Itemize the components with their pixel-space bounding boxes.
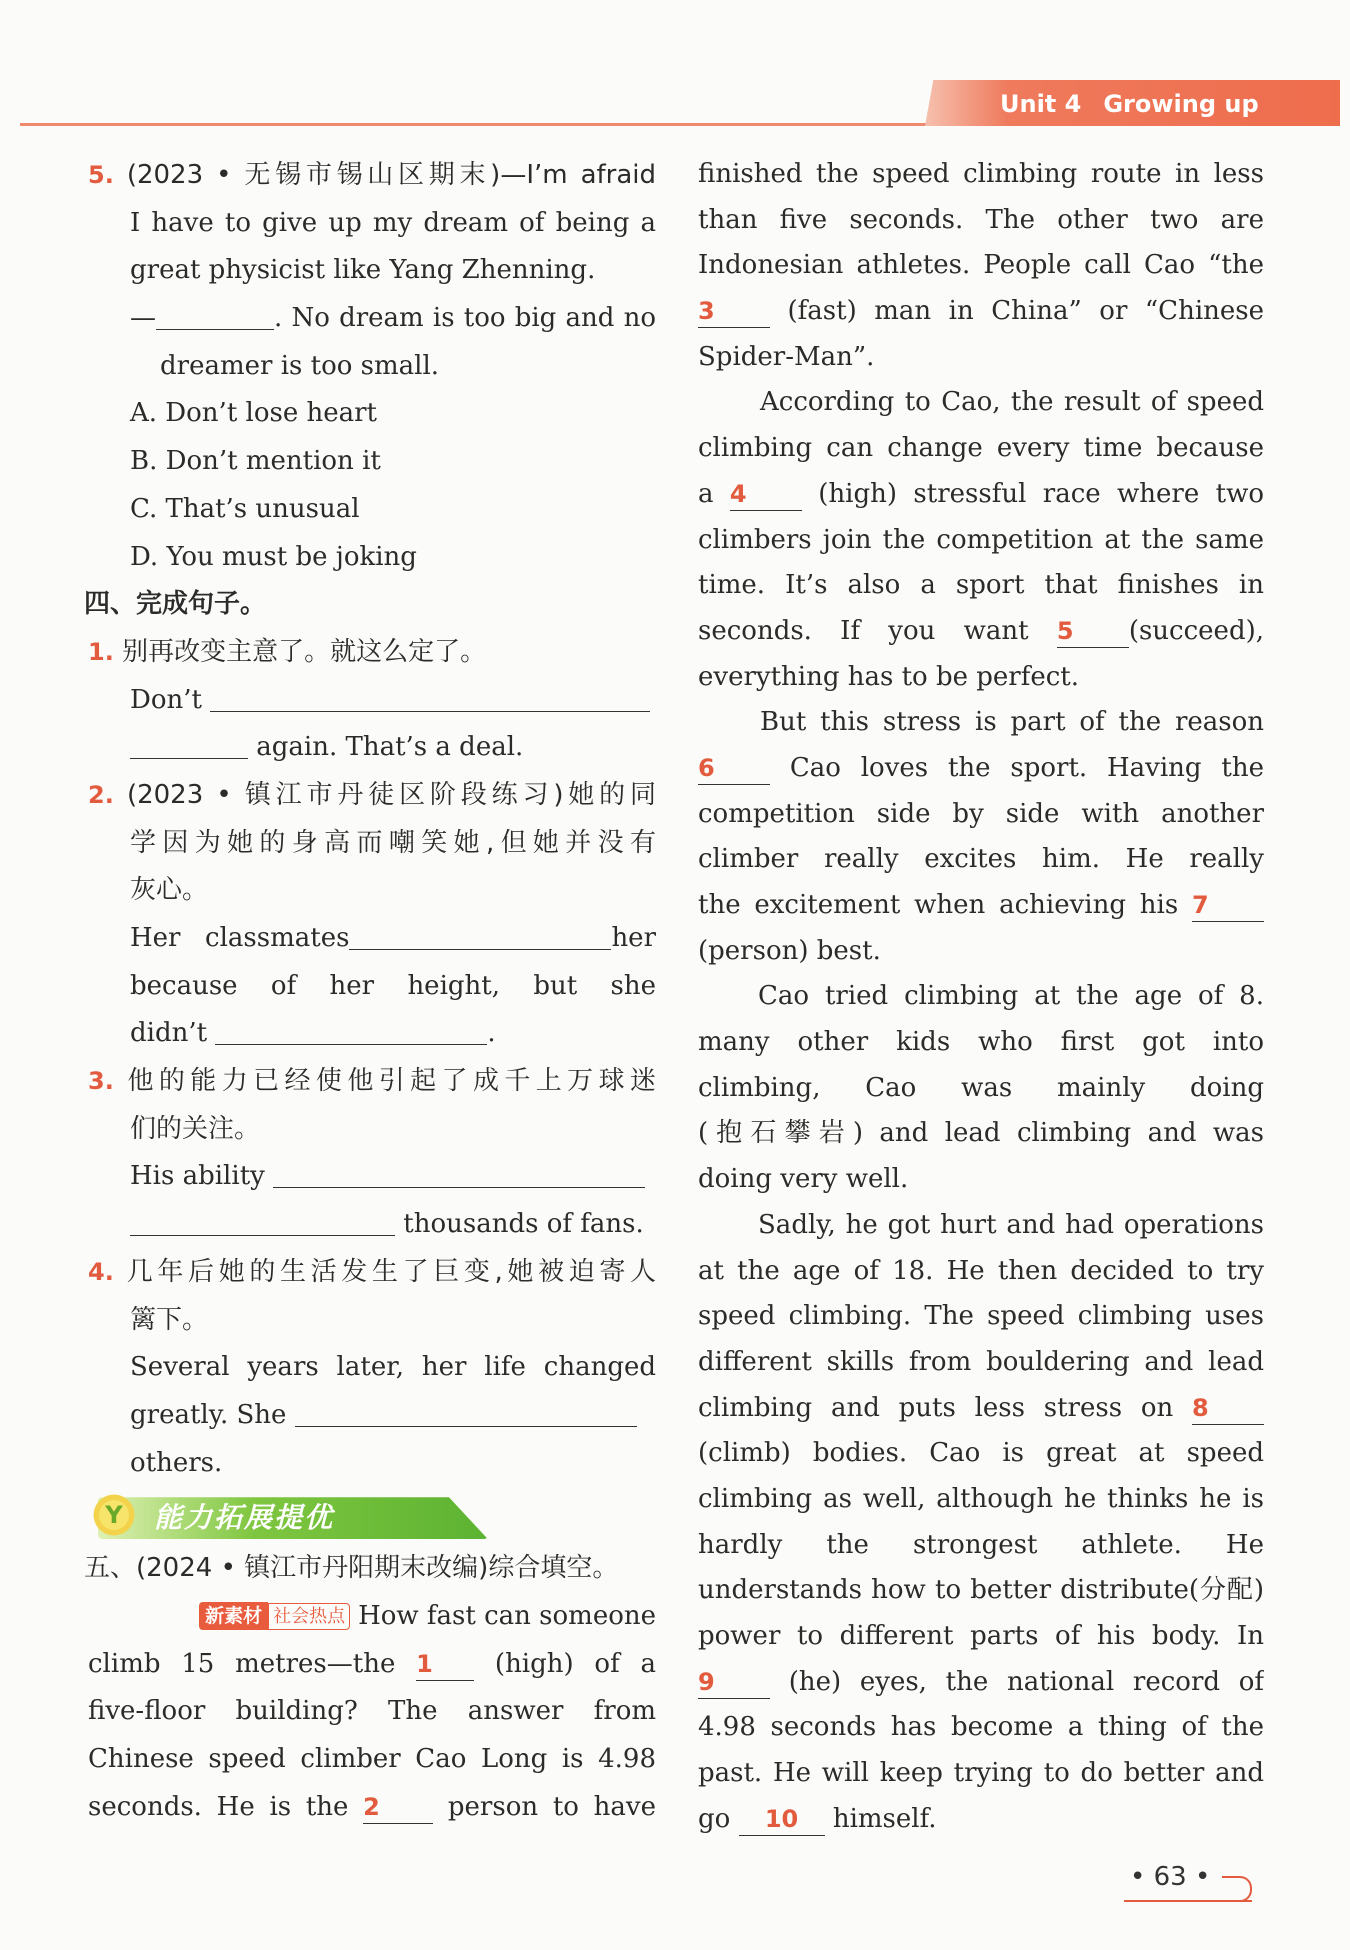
s5-right-line9: climbers join the competition at the same bbox=[698, 524, 1264, 555]
s4-q2-line2: because of her height, but she bbox=[130, 970, 656, 1001]
s5-right-line14: 6 Cao loves the sport. Having the bbox=[698, 752, 1264, 783]
answer-blank-1[interactable]: 1 bbox=[416, 1648, 474, 1681]
s5-right-line6: According to Cao, the result of speed bbox=[760, 387, 1264, 418]
answer-blank-2[interactable]: 2 bbox=[363, 1791, 433, 1824]
answer-blank-5[interactable]: 5 bbox=[1057, 615, 1129, 648]
q5-option-c[interactable]: C. That’s unusual bbox=[130, 493, 360, 524]
s5-right-line35: 4.98 seconds has become a thing of the bbox=[698, 1712, 1264, 1743]
s5-right-line19: Cao tried climbing at the age of 8. bbox=[758, 981, 1264, 1012]
s4-q4-line1: Several years later, her life changed bbox=[130, 1352, 656, 1383]
s5-right-line23: doing very well. bbox=[698, 1164, 909, 1195]
s5-right-line16: climber really excites him. He really bbox=[698, 844, 1264, 875]
s4-q4-cn2: 篱下。 bbox=[130, 1304, 209, 1335]
unit-number: Unit 4 bbox=[1000, 90, 1082, 118]
s5-right-line37: go 10 himself. bbox=[698, 1803, 937, 1834]
s4-q4-line2: greatly. She bbox=[88, 1392, 656, 1440]
s5-right-line26: speed climbing. The speed climbing uses bbox=[698, 1301, 1264, 1332]
answer-blank-3[interactable]: 3 bbox=[698, 295, 770, 328]
s5-left-line2: climb 15 metres—the 1 (high) of a bbox=[88, 1648, 656, 1679]
s4-q3-cn2: 们的关注。 bbox=[130, 1113, 261, 1144]
s5-right-line21: climbing, Cao was mainly doing bbox=[698, 1072, 1264, 1103]
section4-title: 四、完成句子。 bbox=[84, 589, 267, 620]
s5-right-line33: power to different parts of his body. In bbox=[698, 1621, 1264, 1651]
left-column bbox=[84, 152, 656, 1831]
s5-right-line29: (climb) bodies. Cao is great at speed bbox=[698, 1438, 1264, 1469]
q5-line1: 5. (2023 • 无锡市锡山区期末)—I’m afraid bbox=[88, 160, 656, 190]
s5-right-line10: time. It’s also a sport that finishes in bbox=[698, 570, 1264, 601]
s5-right-line12: everything has to be perfect. bbox=[698, 661, 1079, 692]
s4-q2-cn3: 灰心。 bbox=[130, 875, 209, 906]
s4-q2-blank2[interactable] bbox=[215, 1014, 487, 1045]
page-curl-icon bbox=[1222, 1876, 1252, 1902]
q5-blank[interactable] bbox=[156, 299, 274, 330]
q5-line2: I have to give up my dream of being a bbox=[130, 207, 656, 238]
answer-blank-4[interactable]: 4 bbox=[730, 478, 802, 511]
s5-right-line22: (抱石攀岩) and lead climbing and was bbox=[698, 1118, 1264, 1149]
ability-banner bbox=[88, 1489, 656, 1545]
s4-q1-line1: Don’t bbox=[88, 677, 656, 725]
s5-right-line30: climbing as well, although he thinks he is bbox=[698, 1483, 1264, 1514]
s5-right-line20: many other kids who first got into bbox=[698, 1027, 1264, 1058]
s5-right-line13: But this stress is part of the reason bbox=[760, 707, 1264, 738]
s4-q3-blank1[interactable] bbox=[273, 1157, 645, 1188]
s4-q4-cn1: 4. 几年后她的生活发生了巨变,她被迫寄人 bbox=[88, 1256, 656, 1287]
s5-left-line3: five-floor building? The answer from bbox=[88, 1696, 656, 1727]
q5-option-b[interactable]: B. Don’t mention it bbox=[130, 446, 381, 477]
answer-blank-7[interactable]: 7 bbox=[1192, 889, 1264, 922]
s5-left-line4: Chinese speed climber Cao Long is 4.98 bbox=[88, 1744, 656, 1774]
page-number: • 63 • bbox=[1130, 1862, 1211, 1892]
s4-q4-line3: others. bbox=[130, 1447, 223, 1478]
s5-right-line8: a 4 (high) stressful race where two bbox=[698, 478, 1264, 509]
social-hotspot-tag: 社会热点 bbox=[268, 1603, 350, 1630]
s5-left-line5: seconds. He is the 2 person to have bbox=[88, 1791, 656, 1822]
s5-right-line27: different skills from bouldering and lead bbox=[698, 1346, 1264, 1377]
s4-q1-blank1[interactable] bbox=[210, 681, 650, 712]
unit-title: Growing up bbox=[1103, 90, 1259, 118]
s4-q1-line2: again. That’s a deal. bbox=[88, 724, 656, 772]
new-material-tag: 新素材 bbox=[199, 1602, 268, 1630]
section5-title: 五、(2024 • 镇江市丹阳期末改编)综合填空。 bbox=[84, 1553, 619, 1584]
s5-right-line2: than five seconds. The other two are bbox=[698, 204, 1264, 235]
q5-line5: dreamer is too small. bbox=[160, 350, 440, 381]
s4-q1-cn: 1. 别再改变主意了。就这么定了。 bbox=[88, 636, 487, 667]
right-column bbox=[698, 152, 1264, 1842]
banner-title: 能力拓展提优 bbox=[154, 1501, 335, 1535]
q5-number: 5. bbox=[88, 161, 114, 189]
s4-q2-line1: Her classmates her bbox=[88, 915, 656, 963]
s5-right-line31: hardly the strongest athlete. He bbox=[698, 1529, 1264, 1560]
s5-right-line7: climbing can change every time because bbox=[698, 433, 1264, 464]
s5-right-line32: understands how to better distribute(分配) bbox=[698, 1575, 1264, 1606]
s4-q4-blank[interactable] bbox=[295, 1396, 637, 1427]
s5-right-line18: (person) best. bbox=[698, 935, 881, 966]
s5-right-line36: past. He will keep trying to do better and bbox=[698, 1758, 1264, 1789]
s4-q3-cn1: 3. 他的能力已经使他引起了成千上万球迷 bbox=[88, 1066, 656, 1097]
s5-right-line1: finished the speed climbing route in less bbox=[698, 159, 1264, 189]
s5-left-line1: 新素材 社会热点 How fast can someone bbox=[88, 1593, 656, 1641]
q5-line3: great physicist like Yang Zhenning. bbox=[130, 255, 596, 286]
s4-q1-blank2[interactable] bbox=[130, 728, 248, 759]
s4-q3-line1: His ability bbox=[88, 1153, 656, 1201]
answer-blank-9[interactable]: 9 bbox=[698, 1666, 770, 1699]
answer-blank-8[interactable]: 8 bbox=[1192, 1392, 1264, 1425]
q5-option-d[interactable]: D. You must be joking bbox=[130, 541, 417, 572]
s5-right-line17: the excitement when achieving his 7 bbox=[698, 883, 1264, 929]
s5-right-line11: seconds. If you want 5 (succeed), bbox=[698, 615, 1264, 646]
answer-blank-10[interactable]: 10 bbox=[739, 1803, 825, 1836]
s4-q2-line3: didn’t . bbox=[88, 1010, 656, 1058]
lightbulb-icon: Y bbox=[88, 1489, 140, 1541]
unit-header bbox=[1000, 86, 1259, 122]
s5-right-line15: competition side by side with another bbox=[698, 798, 1264, 829]
s4-q2-cn2: 学因为她的身高而嘲笑她,但她并没有 bbox=[130, 827, 656, 858]
s5-right-line5: Spider-Man”. bbox=[698, 341, 875, 372]
s4-q2-blank1[interactable] bbox=[349, 919, 611, 950]
s5-right-line25: at the age of 18. He then decided to try bbox=[698, 1255, 1264, 1286]
answer-blank-6[interactable]: 6 bbox=[698, 752, 770, 785]
s5-right-line34: 9 (he) eyes, the national record of bbox=[698, 1666, 1264, 1697]
s4-q3-blank2[interactable] bbox=[130, 1205, 395, 1236]
s4-q2-cn1: 2. (2023 • 镇江市丹徒区阶段练习)她的同 bbox=[88, 779, 656, 810]
s5-right-line4: 3 (fast) man in China” or “Chinese bbox=[698, 296, 1264, 327]
q5-option-a[interactable]: A. Don’t lose heart bbox=[130, 398, 377, 429]
s5-right-line28: climbing and puts less stress on 8 bbox=[698, 1386, 1264, 1432]
q5-line4: — . No dream is too big and no bbox=[88, 295, 656, 343]
s4-q3-line2: thousands of fans. bbox=[88, 1201, 656, 1249]
s5-right-line24: Sadly, he got hurt and had operations bbox=[758, 1209, 1264, 1240]
s5-right-line3: Indonesian athletes. People call Cao “the bbox=[698, 250, 1264, 281]
